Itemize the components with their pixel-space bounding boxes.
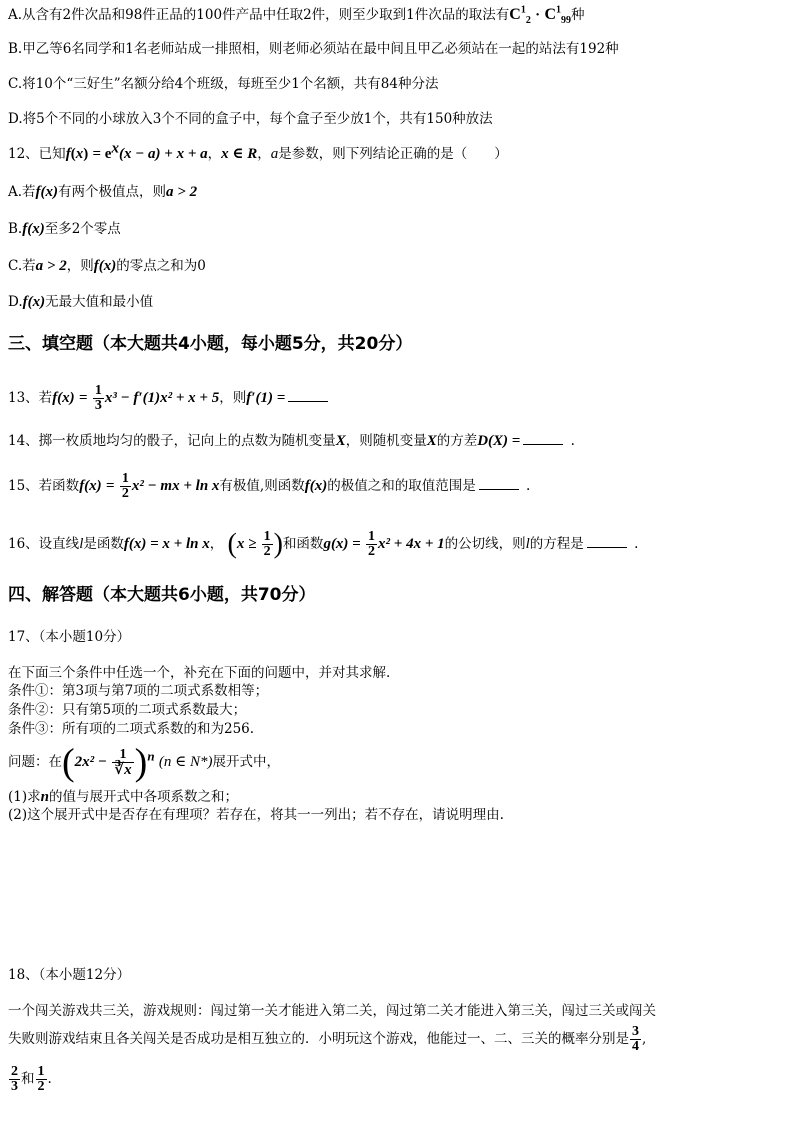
answer-blank bbox=[288, 387, 328, 402]
q17-condition-1: 条件①：第3项与第7项的二项式系数相等； bbox=[8, 683, 269, 699]
q17-heading: 17、（本小题10分） bbox=[8, 629, 131, 645]
q18-heading: 18、（本小题12分） bbox=[8, 967, 131, 983]
q14: 14、掷一枚质地均匀的骰子，记向上的点数为随机变量X，则随机变量X的方差D(X) = . bbox=[8, 430, 784, 450]
q12-option-c: C.若a > 2，则f(x)的零点之和为0 bbox=[8, 258, 206, 274]
section-3-heading: 三、填空题（本大题共4小题，每小题5分，共20分） bbox=[8, 334, 413, 354]
q18-line-3: $\frac{2}{3}$ 和 $\frac{1}{2}$ . bbox=[11, 1064, 52, 1094]
fraction-three-quarters: $\frac{3}{4}$ bbox=[632, 1024, 639, 1054]
q17-problem: 问题：在(2x² − $\frac{1}{∛x}$ )$^n$ (n ∈ N*)展开式中， bbox=[8, 741, 280, 784]
q18-line-1: 一个闯关游戏共三关，游戏规则：闯过第一关才能进入第二关，闯过第二关才能进入第三关，闯过三关或闯关 bbox=[8, 1003, 656, 1019]
q12-option-a: A.若f(x)有两个极值点，则a > 2 bbox=[8, 184, 198, 200]
q18-line-2: 失败则游戏结束且各关闯关是否成功是相互独立的．小明玩这个游戏，他能过一、二、三关的概率分别是 $\frac{3}{4}$ , bbox=[8, 1024, 647, 1054]
fraction-two-thirds: $\frac{2}{3}$ bbox=[11, 1064, 18, 1094]
q17-condition-2: 条件②：只有第5项的二项式系数最大； bbox=[8, 702, 247, 718]
fraction-one-half: $\frac{1}{2}$ bbox=[121, 471, 129, 501]
section-4-heading: 四、解答题（本大题共6小题，共70分） bbox=[8, 585, 316, 605]
q12-stem: 12、已知$f(x) = e^x(x - a) + x + a$，x ∈ R，a是参数，则下列结论正确的是（ ） bbox=[8, 140, 508, 162]
fraction-one-half: $\frac{1}{2}$ bbox=[263, 529, 271, 559]
fraction-one-third: $\frac{1}{3}$ bbox=[94, 383, 102, 413]
answer-blank bbox=[479, 475, 519, 490]
q11-option-b: B.甲乙等6名同学和1名老师站成一排照相，则老师必须站在最中间且甲乙必须站在一起的站法有192种 bbox=[8, 41, 619, 57]
fraction-one-half: $\frac{1}{2}$ bbox=[37, 1064, 45, 1094]
q16: 16、设直线l是函数f(x) = x + ln x， (x ≥ $\frac{1}{2}$ )和函数g(x) = $\frac{1}{2}$ x² + 4x + 1的公切线，则l的方程是 . bbox=[8, 528, 639, 560]
q12-option-b: B.f(x)至多2个零点 bbox=[8, 221, 121, 237]
q11-option-a: A.从含有2件次品和98件正品的100件产品中任取2件，则至少取到1件次品的取法有$C^1_2 \cdot C^1_{99}$种 bbox=[8, 4, 585, 27]
fraction-one-over-cuberoot-x: $\frac{1}{∛x}$ bbox=[114, 747, 132, 778]
q15: 15、若函数f(x) = $\frac{1}{2}$ x² − mx + ln x有极值,则函数f(x)的极值之和的取值范围是 . bbox=[8, 471, 531, 501]
fraction-one-half: $\frac{1}{2}$ bbox=[368, 529, 376, 559]
answer-blank bbox=[587, 533, 627, 548]
q17-part-1: (1)求n的值与展开式中各项系数之和； bbox=[8, 789, 238, 805]
q17-condition-3: 条件③：所有项的二项式系数的和为256. bbox=[8, 721, 255, 737]
q13: 13、若f(x) = $\frac{1}{3}$ x³ − f′(1)x² + x + 5，则f′(1) = bbox=[8, 384, 784, 413]
q17-intro: 在下面三个条件中任选一个，补充在下面的问题中，并对其求解. bbox=[8, 665, 391, 681]
combination-c2-1: $C^1_2$ bbox=[509, 4, 531, 27]
combination-c99-1: $C^1_{99}$ bbox=[544, 4, 571, 27]
q12-option-d: D.f(x)无最大值和最小值 bbox=[8, 294, 154, 310]
answer-blank bbox=[523, 430, 563, 445]
q17-part-2: (2)这个展开式中是否存在有理项？若存在，将其一一列出；若不存在，请说明理由. bbox=[8, 807, 504, 823]
q11-option-d: D.将5个不同的小球放入3个不同的盒子中，每个盒子至少放1个，共有150种放法 bbox=[8, 111, 493, 127]
q11-option-c: C.将10个“三好生”名额分给4个班级，每班至少1个名额，共有84种分法 bbox=[8, 76, 439, 92]
